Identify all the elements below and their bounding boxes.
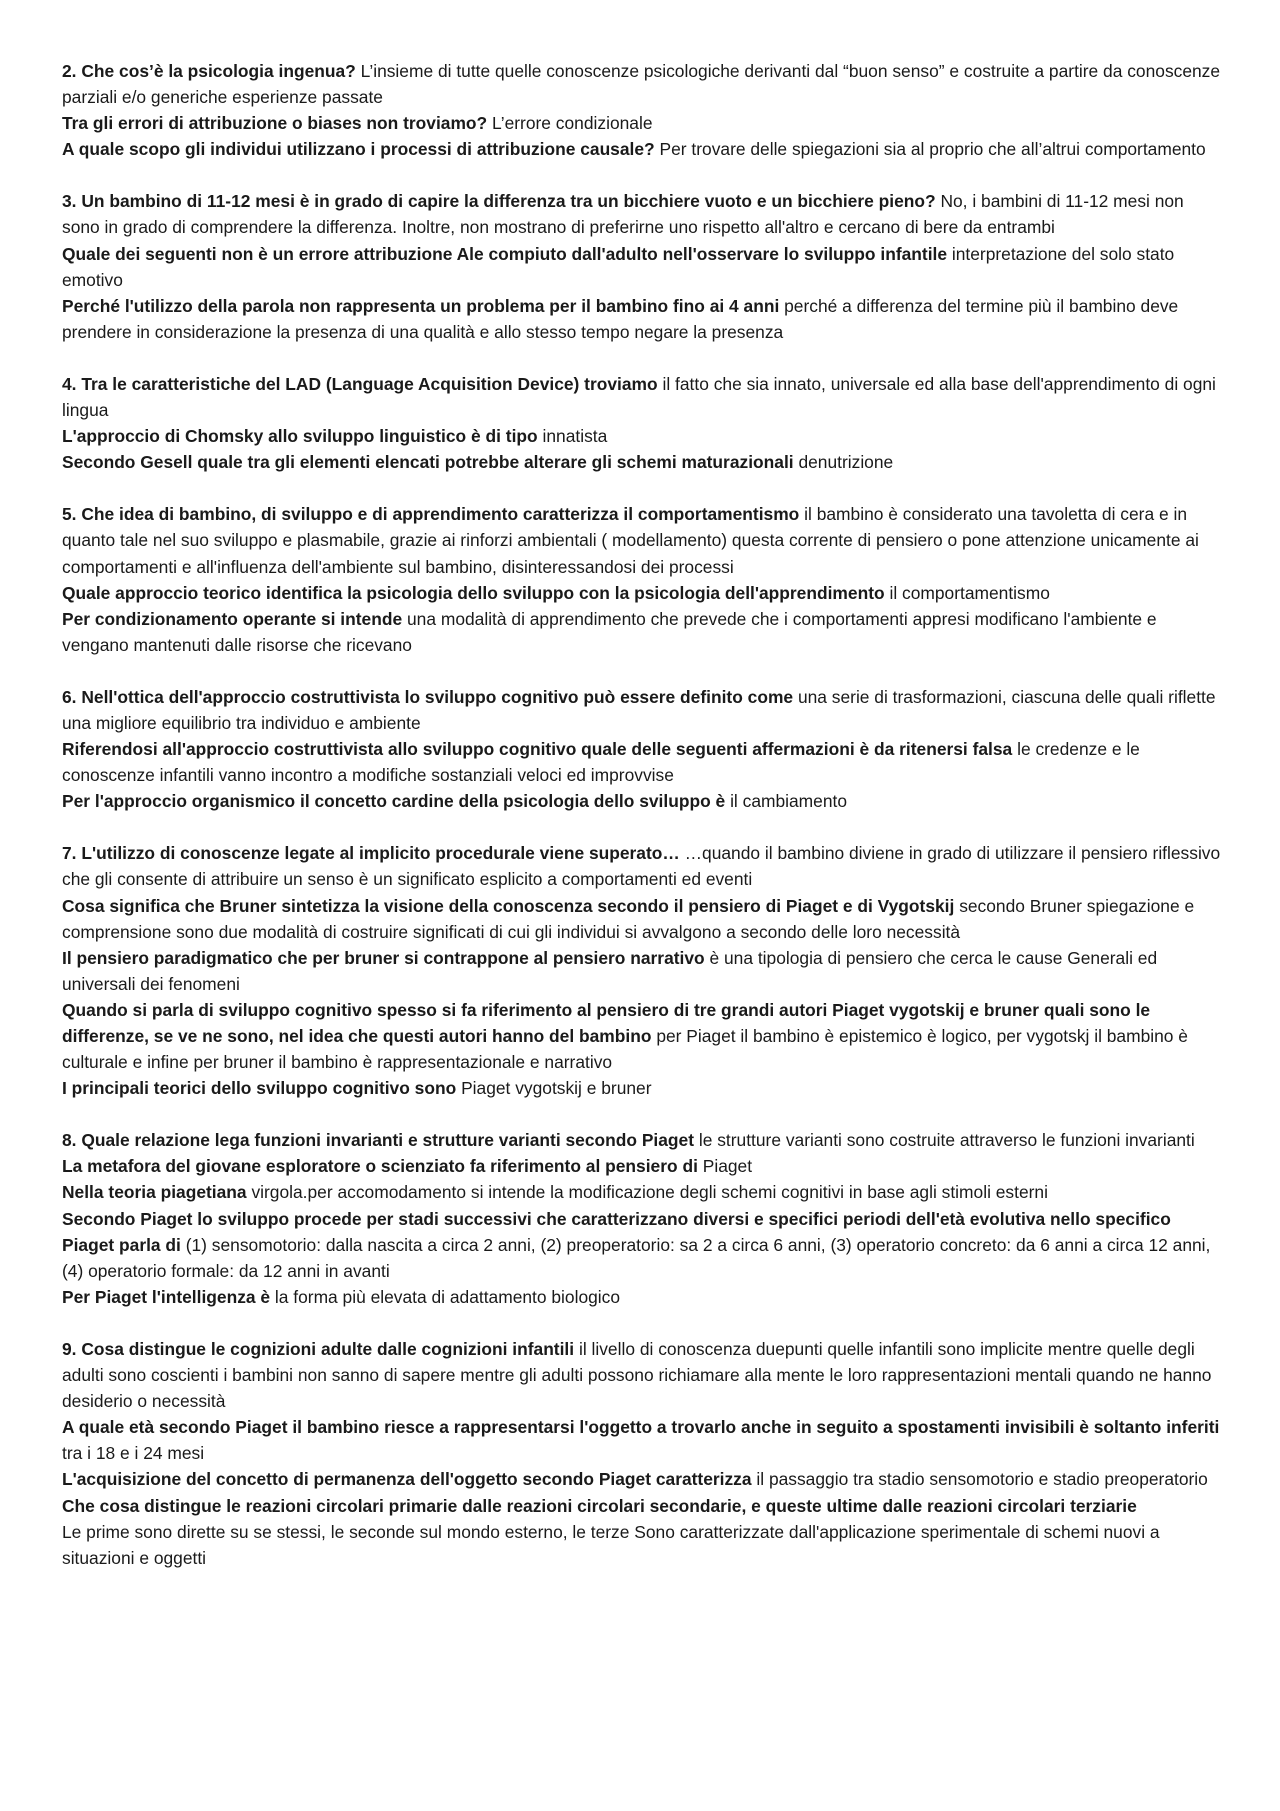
- qa-item: [62, 449, 1222, 475]
- question: Quale approccio teorico identifica la psicologia dello sviluppo con la psicologia dell'apprendimento: [62, 582, 885, 603]
- answer: le strutture varianti sono costruite attraverso le funzioni invarianti: [698, 1130, 1195, 1151]
- qa-item: [62, 788, 1222, 814]
- question: Quale dei seguenti non è un errore attribuzione Ale compiuto dall'adulto nell'osservare lo sviluppo infantile: [62, 243, 948, 264]
- qa-item: [62, 136, 1222, 162]
- qa-item: [62, 110, 1222, 136]
- question: Il pensiero paradigmatico che per bruner si contrappone al pensiero narrativo: [62, 947, 705, 968]
- qa-item: [62, 684, 1222, 736]
- answer: Per trovare delle spiegazioni sia al proprio che all’altrui comportamento: [659, 139, 1206, 160]
- qa-item: [62, 1466, 1222, 1492]
- section-8: [62, 1127, 1222, 1310]
- question: A quale scopo gli individui utilizzano i processi di attribuzione causale?: [62, 139, 655, 160]
- qa-item: [62, 736, 1222, 788]
- qa-item: [62, 1153, 1222, 1179]
- question: Che cosa distingue le reazioni circolari primarie dalle reazioni circolari secondarie, e queste ultime dalle reazioni circolari terziarie: [62, 1495, 1137, 1516]
- qa-item: [62, 371, 1222, 423]
- question: L'approccio di Chomsky allo sviluppo linguistico è di tipo: [62, 426, 538, 447]
- question: L'acquisizione del concetto di permanenza dell'oggetto secondo Piaget caratterizza: [62, 1469, 752, 1490]
- answer: il cambiamento: [730, 791, 848, 812]
- question: 4. Tra le caratteristiche del LAD (Language Acquisition Device) troviamo: [62, 373, 658, 394]
- question: Per l'approccio organismico il concetto cardine della psicologia dello sviluppo è: [62, 791, 726, 812]
- answer: innatista: [542, 426, 608, 447]
- qa-item: [62, 606, 1222, 658]
- answer: il fatto che sia innato, universale ed alla base dell'apprendimento di ogni lingua: [62, 373, 1216, 421]
- answer: perché a differenza del termine più il bambino deve prendere in considerazione la presenza di una qualità e allo stesso tempo negare la presenza: [62, 295, 1179, 342]
- answer: la forma più elevata di adattamento biologico: [274, 1286, 621, 1307]
- answer: il passaggio tra stadio sensomotorio e stadio preoperatorio: [756, 1469, 1208, 1490]
- section-4: [62, 371, 1222, 475]
- document-page: [62, 58, 1222, 1597]
- answer: virgola.per accomodamento si intende la modificazione degli schemi cognitivi in base agli stimoli esterni: [251, 1182, 1048, 1203]
- qa-item: [62, 1284, 1222, 1310]
- answer: secondo Bruner spiegazione e comprensione sono due modalità di costruire significati di cui gli individui si avvalgono a secondo delle loro necessità: [62, 895, 1195, 942]
- section-5: [62, 501, 1222, 658]
- answer: il bambino è considerato una tavoletta di cera e in quanto tale nel suo sviluppo e plasmabile, grazie ai rinforzi ambientali ( modellamento) questa corrente di pensiero o pone attenzione unicamente ai comportamenti e all'influenza dell'ambiente sul bambino, disinteressandosi dei processi: [62, 504, 1199, 577]
- qa-item: [62, 501, 1222, 579]
- question: Secondo Gesell quale tra gli elementi elencati potrebbe alterare gli schemi maturazionali: [62, 452, 794, 473]
- answer: le credenze e le conoscenze infantili vanno incontro a modifiche sostanziali veloci ed improvvise: [62, 739, 1140, 786]
- answer: tra i 18 e i 24 mesi: [62, 1443, 205, 1464]
- section-2: [62, 58, 1222, 162]
- question: Tra gli errori di attribuzione o biases non troviamo?: [62, 113, 488, 134]
- qa-item: [62, 893, 1222, 945]
- question: A quale età secondo Piaget il bambino riesce a rappresentarsi l'oggetto a trovarlo anche in seguito a spostamenti invisibili è soltanto inferiti: [62, 1417, 1220, 1438]
- answer: Le prime sono dirette su se stessi, le seconde sul mondo esterno, le terze Sono caratterizzate dall'applicazione sperimentale di schemi nuovi a situazioni e oggetti: [62, 1521, 1160, 1568]
- qa-item: [62, 58, 1222, 110]
- qa-item: [62, 945, 1222, 997]
- question: La metafora del giovane esploratore o scienziato fa riferimento al pensiero di: [62, 1156, 698, 1177]
- qa-item: [62, 1075, 1222, 1101]
- section-3: [62, 188, 1222, 345]
- answer: No, i bambini di 11-12 mesi non sono in grado di comprendere la differenza. Inoltre, non mostrano di preferirne uno rispetto all'altro e cercano di bere da entrambi: [62, 191, 1184, 238]
- answer: per Piaget il bambino è epistemico è logico, per vygotskj il bambino è culturale e infine per bruner il bambino è rappresentazionale e narrativo: [62, 1026, 1188, 1073]
- qa-item: [62, 293, 1222, 345]
- answer: Piaget: [702, 1156, 753, 1177]
- question: 3. Un bambino di 11-12 mesi è in grado di capire la differenza tra un bicchiere vuoto e un bicchiere pieno?: [62, 191, 936, 212]
- question: Perché l'utilizzo della parola non rappresenta un problema per il bambino fino ai 4 anni: [62, 295, 780, 316]
- answer: interpretazione del solo stato emotivo: [62, 243, 1175, 290]
- question: Per condizionamento operante si intende: [62, 608, 403, 629]
- answer: una modalità di apprendimento che prevede che i comportamenti appresi modificano l'ambiente e vengano mantenuti dalle risorse che ricevano: [62, 608, 1157, 655]
- qa-item: [62, 1127, 1222, 1153]
- question: Per Piaget l'intelligenza è: [62, 1286, 271, 1307]
- qa-item: [62, 1493, 1222, 1571]
- qa-item: [62, 1336, 1222, 1414]
- answer: L’insieme di tutte quelle conoscenze psicologiche derivanti dal “buon senso” e costruite a partire da conoscenze parziali e/o generiche esperienze passate: [62, 61, 1221, 108]
- qa-item: [62, 241, 1222, 293]
- answer: una serie di trasformazioni, ciascuna delle quali riflette una migliore equilibrio tra individuo e ambiente: [62, 686, 1216, 733]
- question: Nella teoria piagetiana: [62, 1182, 247, 1203]
- qa-item: [62, 188, 1222, 240]
- answer: Piaget vygotskij e bruner: [461, 1078, 652, 1099]
- question: I principali teorici dello sviluppo cognitivo sono: [62, 1078, 457, 1099]
- question: 6. Nell'ottica dell'approccio costruttivista lo sviluppo cognitivo può essere definito come: [62, 686, 794, 707]
- question: Quando si parla di sviluppo cognitivo spesso si fa riferimento al pensiero di tre grandi autori Piaget vygotskij e bruner quali sono le differenze, se ve ne sono, nel idea che questi autori hanno del bambino: [62, 999, 1151, 1046]
- answer: denutrizione: [798, 452, 894, 473]
- qa-item: [62, 1414, 1222, 1466]
- question: Cosa significa che Bruner sintetizza la visione della conoscenza secondo il pensiero di Piaget e di Vygotskij: [62, 895, 955, 916]
- answer: …quando il bambino diviene in grado di utilizzare il pensiero riflessivo che gli consente di attribuire un senso è un significato esplicito a comportamenti ed eventi: [62, 843, 1221, 890]
- answer: il livello di conoscenza duepunti quelle infantili sono implicite mentre quelle degli adulti sono coscienti i bambini non sanno di sapere mentre gli adulti possono richiamare alla mente le loro rappresentazioni mentali quando ne hanno desiderio o necessità: [62, 1338, 1212, 1412]
- answer: L’errore condizionale: [492, 113, 653, 134]
- qa-item: [62, 997, 1222, 1075]
- answer: il comportamentismo: [889, 582, 1050, 603]
- question: Secondo Piaget lo sviluppo procede per stadi successivi che caratterizzano diversi e specifici periodi dell'età evolutiva nello specifico Piaget parla di: [62, 1208, 1171, 1255]
- question: Riferendosi all'approccio costruttivista allo sviluppo cognitivo quale delle seguenti affermazioni è da ritenersi falsa: [62, 739, 1013, 760]
- qa-item: [62, 423, 1222, 449]
- question: 5. Che idea di bambino, di sviluppo e di apprendimento caratterizza il comportamentismo: [62, 504, 800, 525]
- answer: (1) sensomotorio: dalla nascita a circa 2 anni, (2) preoperatorio: sa 2 a circa 6 anni, (3) operatorio concreto: da 6 anni a circa 12 anni, (4) operatorio formale: da 12 anni in avanti: [62, 1234, 1211, 1281]
- section-7: [62, 840, 1222, 1101]
- section-6: [62, 684, 1222, 814]
- qa-item: [62, 580, 1222, 606]
- qa-item: [62, 840, 1222, 892]
- question: 9. Cosa distingue le cognizioni adulte dalle cognizioni infantili: [62, 1338, 575, 1359]
- question: 8. Quale relazione lega funzioni invarianti e strutture varianti secondo Piaget: [62, 1130, 695, 1151]
- section-9: [62, 1336, 1222, 1571]
- question: 7. L'utilizzo di conoscenze legate al implicito procedurale viene superato…: [62, 843, 680, 864]
- qa-item: [62, 1179, 1222, 1205]
- question: 2. Che cos’è la psicologia ingenua?: [62, 61, 356, 81]
- answer: è una tipologia di pensiero che cerca le cause Generali ed universali dei fenomeni: [62, 947, 1158, 994]
- qa-item: [62, 1206, 1222, 1284]
